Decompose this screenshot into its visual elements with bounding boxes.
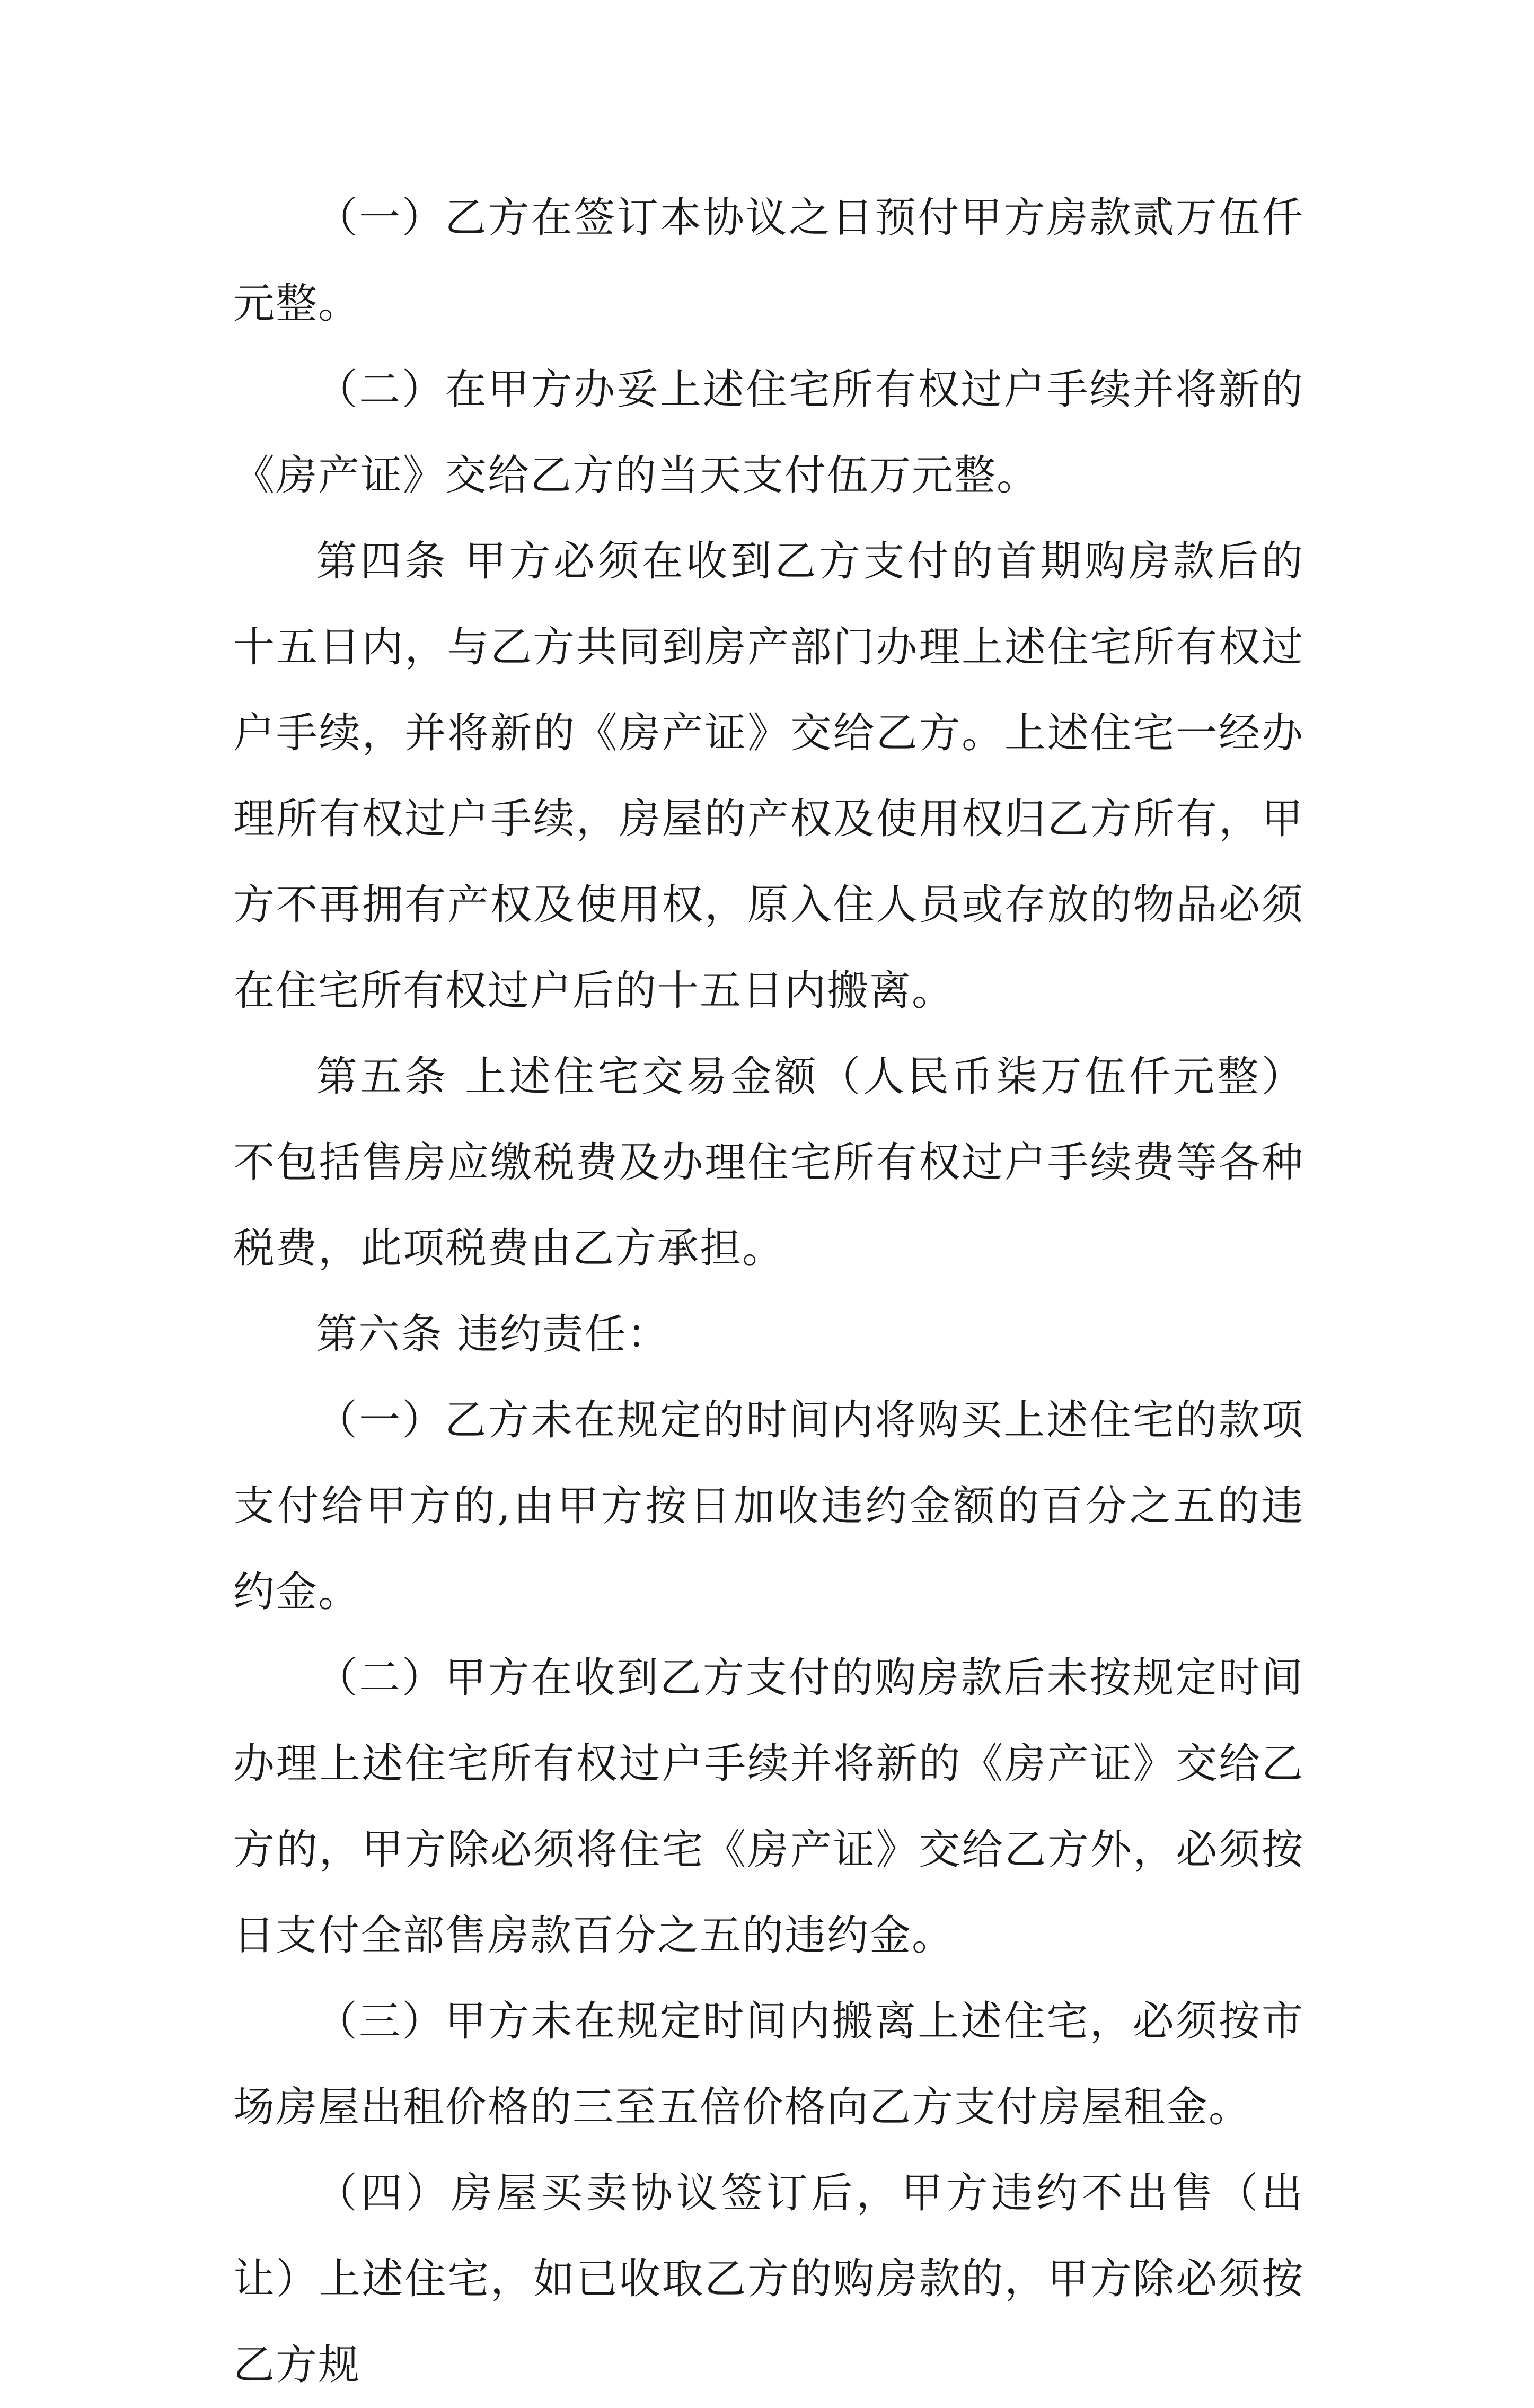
- paragraph-article-6-heading: 第六条 违约责任：: [316, 1311, 669, 1358]
- paragraph-article-4: 第四条 甲方必须在收到乙方支付的首期购房款后的十五日内，与乙方共同到房产部门办理上述住宅所有权过户手续，并将新的《房产证》交给乙方。上述住宅一经办理所有权过户手续，房屋的产权及使用权归乙方所有，甲方不再拥有产权及使用权，原入住人员或存放的物品必须在住宅所有权过户后的十五日内搬离。: [233, 538, 1304, 1015]
- document-page: [233, 175, 1304, 2408]
- paragraph-breach-2: （二）甲方在收到乙方支付的购房款后未按规定时间办理上述住宅所有权过户手续并将新的《房产证》交给乙方的，甲方除必须将住宅《房产证》交给乙方外，必须按日支付全部售房款百分之五的违约金。: [233, 1654, 1304, 1959]
- paragraph-article-5: 第五条 上述住宅交易金额（人民币柒万伍仟元整）不包括售房应缴税费及办理住宅所有权过户手续费等各种税费，此项税费由乙方承担。: [233, 1053, 1304, 1272]
- paragraph-breach-1: （一）乙方未在规定的时间内将购买上述住宅的款项支付给甲方的,由甲方按日加收违约金额的百分之五的违约金。: [233, 1396, 1304, 1616]
- paragraph-advance-payment: （一）乙方在签订本协议之日预付甲方房款贰万伍仟元整。: [233, 194, 1304, 328]
- paragraph-breach-4: （四）房屋买卖协议签订后，甲方违约不出售（出让）上述住宅，如已收取乙方的购房款的，甲方除必须按乙方规: [233, 2169, 1304, 2389]
- paragraph-breach-3: （三）甲方未在规定时间内搬离上述住宅，必须按市场房屋出租价格的三至五倍价格向乙方支付房屋租金。: [233, 1998, 1304, 2131]
- paragraph-balance-payment: （二）在甲方办妥上述住宅所有权过户手续并将新的《房产证》交给乙方的当天支付伍万元整。: [233, 366, 1304, 499]
